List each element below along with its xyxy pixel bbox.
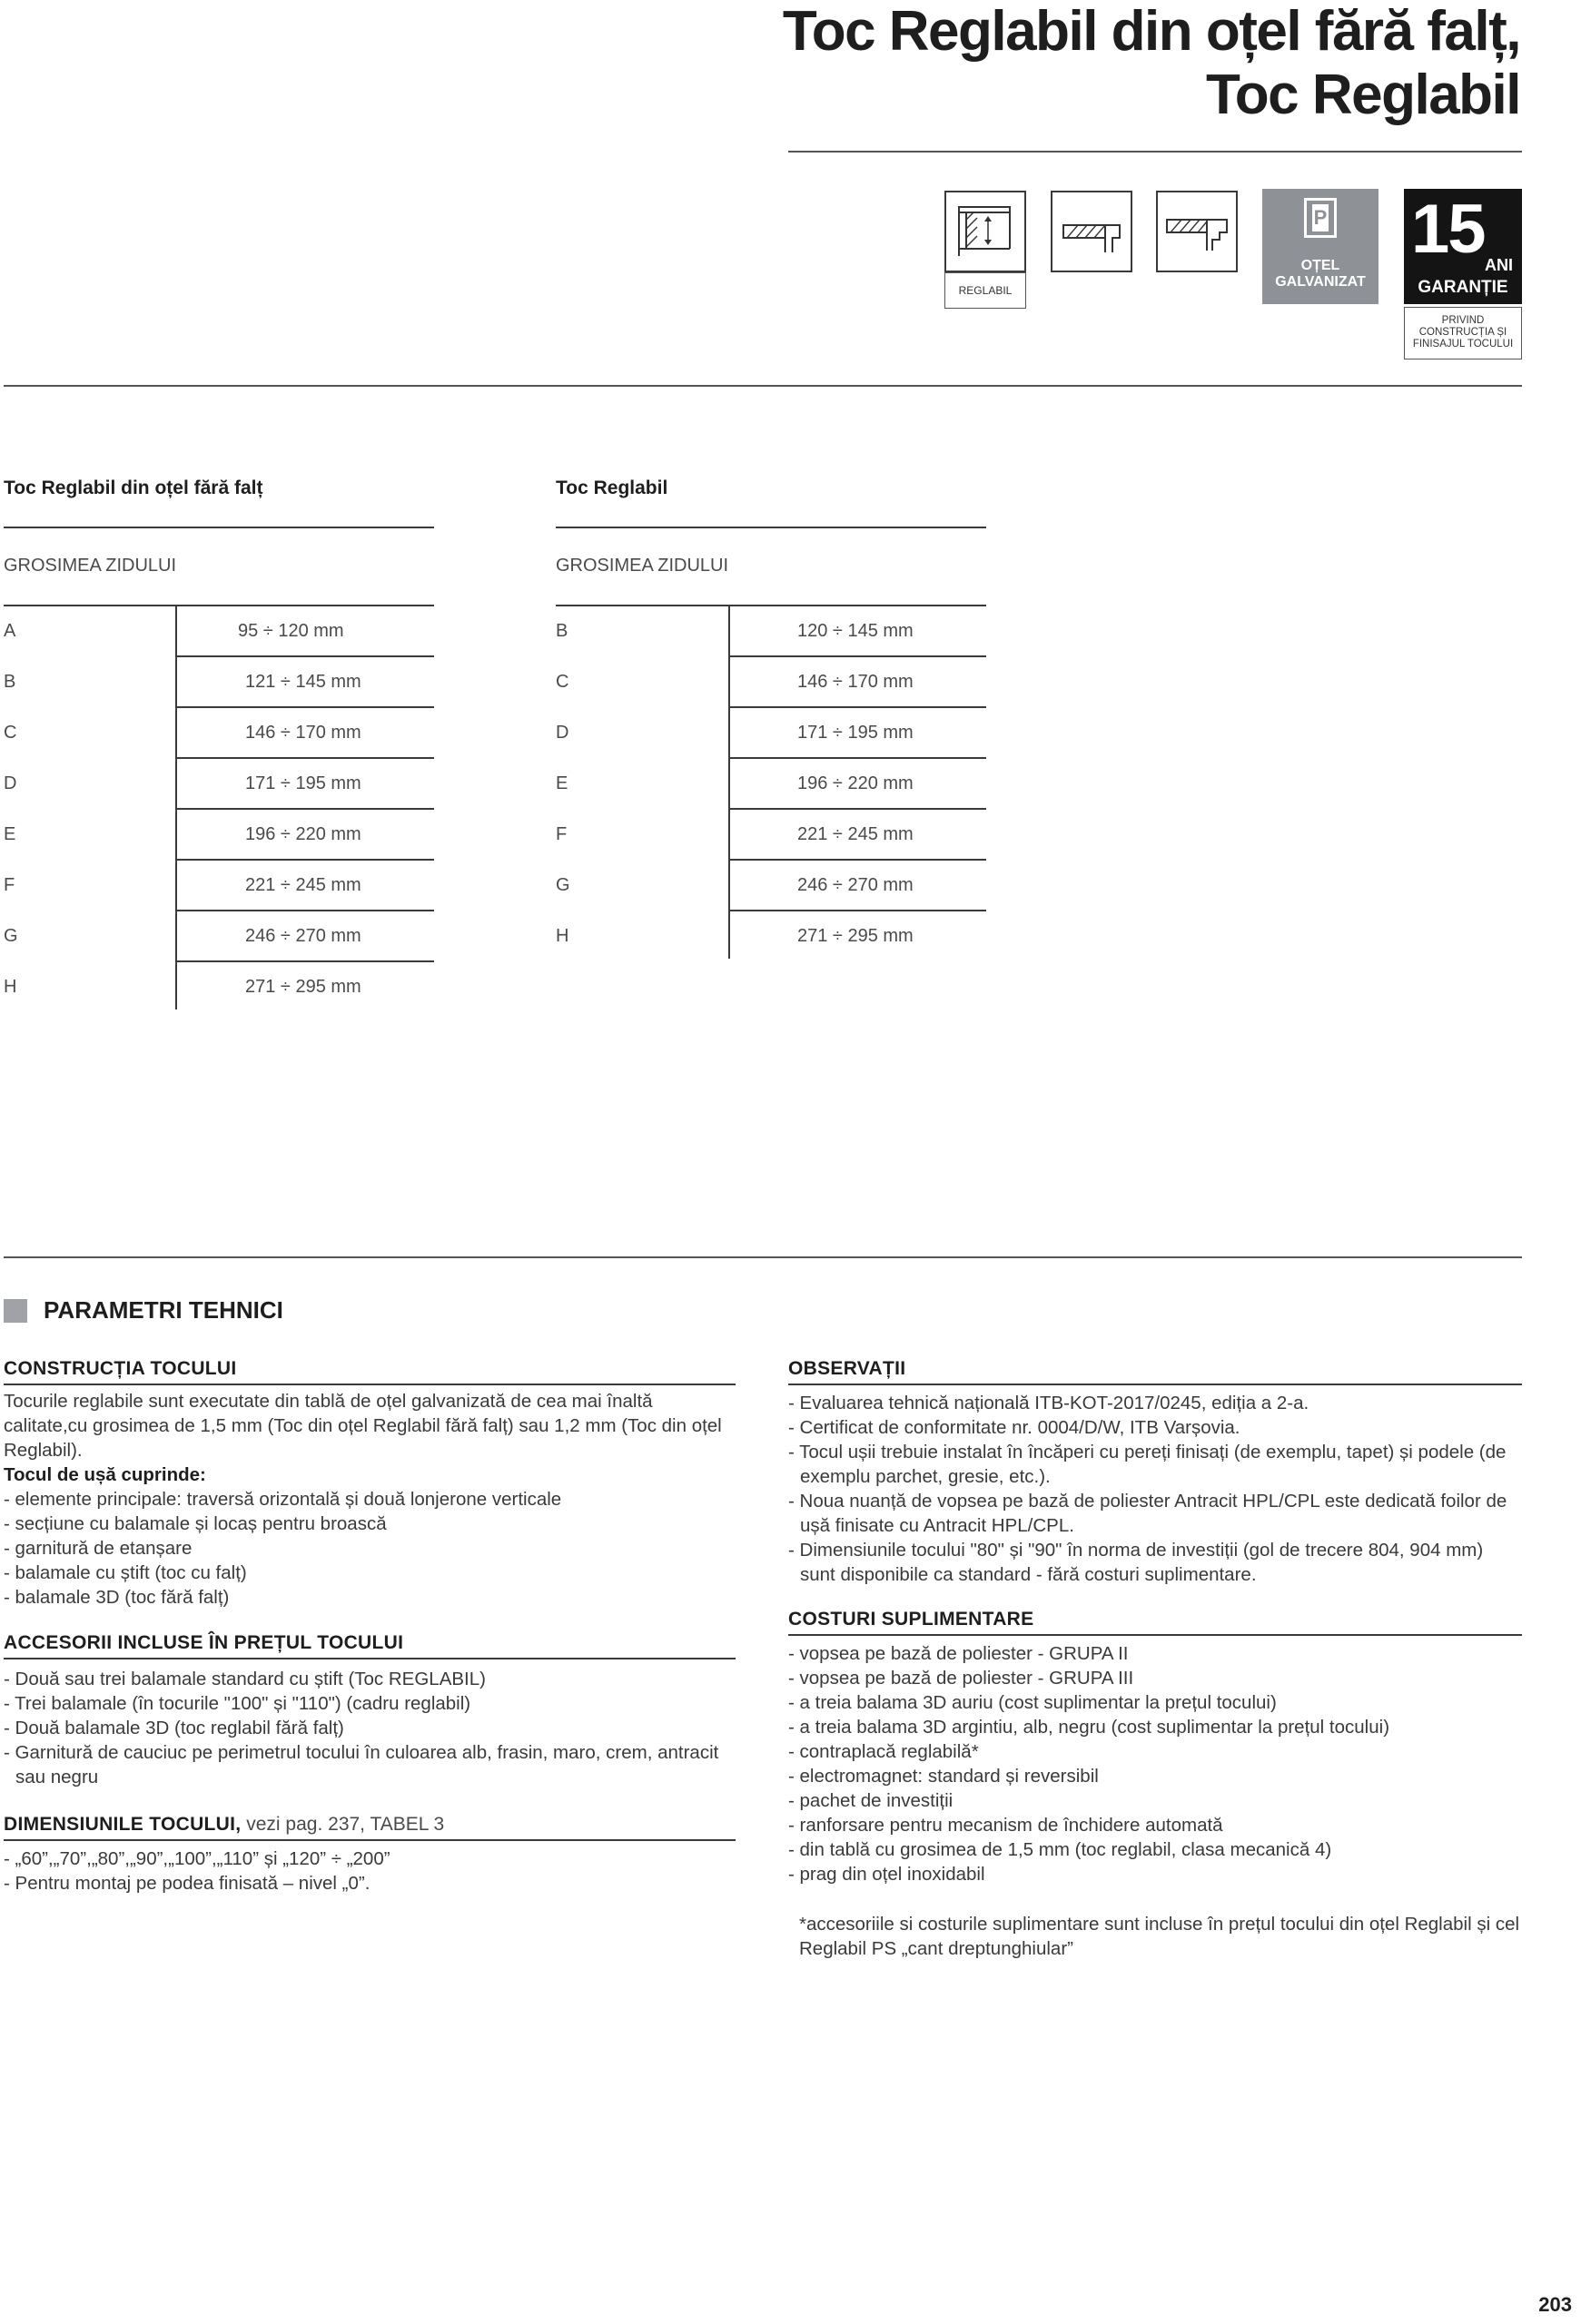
list-item: - secțiune cu balamale și locaș pentru broască: [4, 1513, 387, 1534]
dimensions-reference: vezi pag. 237, TABEL 3: [241, 1814, 445, 1835]
row-range: 146 ÷ 170 mm: [797, 672, 914, 692]
row-code: B: [556, 621, 568, 641]
list-item: - garnitură de etanșare: [4, 1538, 193, 1559]
row-range: 271 ÷ 295 mm: [797, 926, 914, 946]
row-code: F: [4, 875, 15, 895]
right-table-rule: [556, 527, 986, 528]
left-table-title: Toc Reglabil din oțel fără falț: [4, 478, 263, 498]
right-table-subtitle: GROSIMEA ZIDULUI: [556, 556, 729, 576]
list-item: - Trei balamale (în tocurile "100" și "110") (cadru reglabil): [4, 1693, 471, 1714]
list-item: - prag din oțel inoxidabil: [788, 1864, 985, 1885]
row-range: 221 ÷ 245 mm: [245, 875, 361, 895]
row-code: A: [4, 621, 16, 641]
extra-costs-heading-rule: [788, 1634, 1522, 1636]
dimensions-heading: DIMENSIUNILE TOCULUI, vezi pag. 237, TABEL 3: [4, 1814, 445, 1835]
row-range: 146 ÷ 170 mm: [245, 723, 361, 743]
list-item: - pachet de investiții: [788, 1790, 954, 1811]
row-rule: [728, 859, 986, 861]
list-item: - Două sau trei balamale standard cu știft (Toc REGLABIL): [4, 1669, 486, 1689]
guarantee-label: GARANȚIE: [1418, 278, 1508, 297]
left-table-rule: [4, 527, 434, 528]
accessories-text: [4, 1667, 736, 1789]
list-item: - Garnitură de cauciuc pe perimetrul tocului în culoarea alb, frasin, maro, crem, antracit sau negru: [4, 1742, 719, 1787]
left-table-subtitle: GROSIMEA ZIDULUI: [4, 556, 177, 576]
list-item: - contraplacă reglabilă*: [788, 1741, 979, 1762]
row-code: F: [556, 824, 568, 844]
row-rule: [728, 655, 986, 657]
row-rule: [175, 960, 434, 962]
row-code: C: [556, 672, 569, 692]
page-number: 203: [1538, 2293, 1572, 2316]
list-item: - ranforsare pentru mecanism de închidere automată: [788, 1815, 1223, 1836]
observations-heading-rule: [788, 1384, 1522, 1385]
row-rule: [175, 910, 434, 911]
list-item: - a treia balama 3D auriu (cost suplimentar la prețul tocului): [788, 1692, 1277, 1713]
row-range: 271 ÷ 295 mm: [245, 977, 361, 997]
galvanized-line-1: OȚEL: [1300, 258, 1340, 273]
row-code: B: [4, 672, 16, 692]
construction-text: [4, 1389, 730, 1610]
right-table-column-divider: [728, 606, 730, 959]
row-code: C: [4, 723, 17, 743]
list-item: - balamale cu știft (toc cu falț): [4, 1562, 247, 1583]
row-rule: [175, 757, 434, 759]
row-rule: [175, 706, 434, 708]
observations-text: [788, 1391, 1522, 1587]
list-item: - elemente principale: traversă orizontală și două lonjerone verticale: [4, 1489, 562, 1510]
row-rule: [175, 859, 434, 861]
row-rule: [175, 808, 434, 810]
row-rule: [728, 808, 986, 810]
reglabil-label-box: [944, 272, 1026, 309]
page-title: [783, 0, 1520, 127]
list-item: - din tablă cu grosimea de 1,5 mm (toc reglabil, clasa mecanică 4): [788, 1839, 1332, 1860]
list-item: - Evaluarea tehnică națională ITB-KOT-2017/0245, ediția a 2-a.: [788, 1393, 1309, 1413]
list-item: - vopsea pe bază de poliester - GRUPA III: [788, 1668, 1134, 1689]
dimensions-text: [4, 1846, 736, 1896]
list-item: - electromagnet: standard și reversibil: [788, 1766, 1099, 1787]
list-item: - „60”,„70”,„80”,„90”,„100”,„110” și „120” ÷ „200”: [4, 1848, 390, 1869]
row-range: 246 ÷ 270 mm: [245, 926, 361, 946]
list-item: - Dimensiunile tocului "80" și "90" în norma de investiții (gol de trecere 804, 904 mm) sunt disponibile ca standard - fără costuri suplimentare.: [788, 1540, 1484, 1585]
frame-no-rebate-icon: [1051, 191, 1132, 272]
right-table-rule: [556, 605, 986, 606]
params-section-title: PARAMETRI TEHNICI: [44, 1296, 283, 1324]
row-range: 196 ÷ 220 mm: [797, 773, 914, 793]
extra-costs-text: [788, 1641, 1522, 1886]
row-range: 95 ÷ 120 mm: [238, 621, 344, 641]
row-code: H: [556, 926, 569, 946]
guarantee-note: PRIVIND CONSTRUCȚIA ȘI FINISAJUL TOCULUI: [1404, 307, 1522, 359]
frame-rebate-icon: [1156, 191, 1238, 272]
row-range: 246 ÷ 270 mm: [797, 875, 914, 895]
list-item: - balamale 3D (toc fără falț): [4, 1587, 230, 1608]
guarantee-years-label: ANI: [1485, 256, 1513, 274]
list-item: - a treia balama 3D argintiu, alb, negru (cost suplimentar la prețul tocului): [788, 1717, 1390, 1738]
construction-paragraph: Tocurile reglabile sunt executate din tablă de oțel galvanizată de cea mai înaltă calitate,cu grosimea de 1,5 mm (Toc din oțel Reglabil fără falț) sau 1,2 mm (Toc din oțel Reglabil).: [4, 1391, 722, 1461]
row-range: 171 ÷ 195 mm: [797, 723, 914, 743]
dimensions-heading-rule: [4, 1839, 736, 1841]
row-code: E: [556, 773, 568, 793]
row-code: G: [556, 875, 570, 895]
list-item: - Pentru montaj pe podea finisată – nivel „0”.: [4, 1873, 371, 1894]
guarantee-badge: [1404, 189, 1522, 304]
includes-heading: Tocul de ușă cuprinde:: [4, 1464, 206, 1485]
construction-heading: CONSTRUCȚIA TOCULUI: [4, 1358, 237, 1379]
row-code: G: [4, 926, 18, 946]
observations-heading: OBSERVAȚII: [788, 1358, 906, 1379]
guarantee-number: 15: [1411, 191, 1485, 268]
row-rule: [728, 910, 986, 911]
right-table-title: Toc Reglabil: [556, 478, 668, 498]
list-item: - Certificat de conformitate nr. 0004/D/W, ITB Varșovia.: [788, 1417, 1240, 1438]
galvanized-p-icon: P: [1304, 198, 1337, 238]
title-line-1: Toc Reglabil din oțel fără falț,: [782, 0, 1520, 63]
list-item: - vopsea pe bază de poliester - GRUPA II: [788, 1643, 1129, 1664]
params-divider: [4, 1256, 1522, 1258]
left-table-rule: [4, 605, 434, 606]
reglabil-label: REGLABIL: [958, 284, 1013, 297]
row-range: 196 ÷ 220 mm: [245, 824, 361, 844]
header-divider: [4, 385, 1522, 387]
section-square-icon: [4, 1299, 27, 1323]
row-code: E: [4, 824, 16, 844]
row-rule: [175, 655, 434, 657]
row-range: 121 ÷ 145 mm: [245, 672, 361, 692]
title-line-2: Toc Reglabil: [1205, 64, 1520, 126]
row-code: D: [4, 773, 17, 793]
row-code: D: [556, 723, 569, 743]
construction-heading-rule: [4, 1384, 736, 1385]
row-range: 221 ÷ 245 mm: [797, 824, 914, 844]
row-code: H: [4, 977, 17, 997]
galvanized-steel-badge: [1262, 189, 1378, 304]
extra-costs-heading: COSTURI SUPLIMENTARE: [788, 1609, 1034, 1630]
list-item: - Două balamale 3D (toc reglabil fără falț): [4, 1718, 344, 1738]
row-rule: [728, 757, 986, 759]
row-range: 120 ÷ 145 mm: [797, 621, 914, 641]
title-divider: [788, 151, 1522, 153]
list-item: - Tocul ușii trebuie instalat în încăperi cu pereți finisați (de exemplu, tapet) și podele (de exemplu parchet, gresie, etc.).: [788, 1442, 1507, 1487]
row-rule: [728, 706, 986, 708]
galvanized-line-2: GALVANIZAT: [1275, 274, 1366, 290]
list-item: - Noua nuanță de vopsea pe bază de poliester Antracit HPL/CPL este dedicată foilor de ușă finisate cu Antracit HPL/CPL.: [788, 1491, 1507, 1536]
frame-adjustable-icon: [944, 191, 1026, 272]
row-range: 171 ÷ 195 mm: [245, 773, 361, 793]
extra-costs-footnote: *accesoriile si costurile suplimentare sunt incluse în prețul tocului din oțel Reglabil și cel Reglabil PS „cant dreptunghiular”: [799, 1914, 1520, 1959]
accessories-heading: ACCESORII INCLUSE ÎN PREȚUL TOCULUI: [4, 1632, 404, 1653]
accessories-heading-rule: [4, 1658, 736, 1659]
